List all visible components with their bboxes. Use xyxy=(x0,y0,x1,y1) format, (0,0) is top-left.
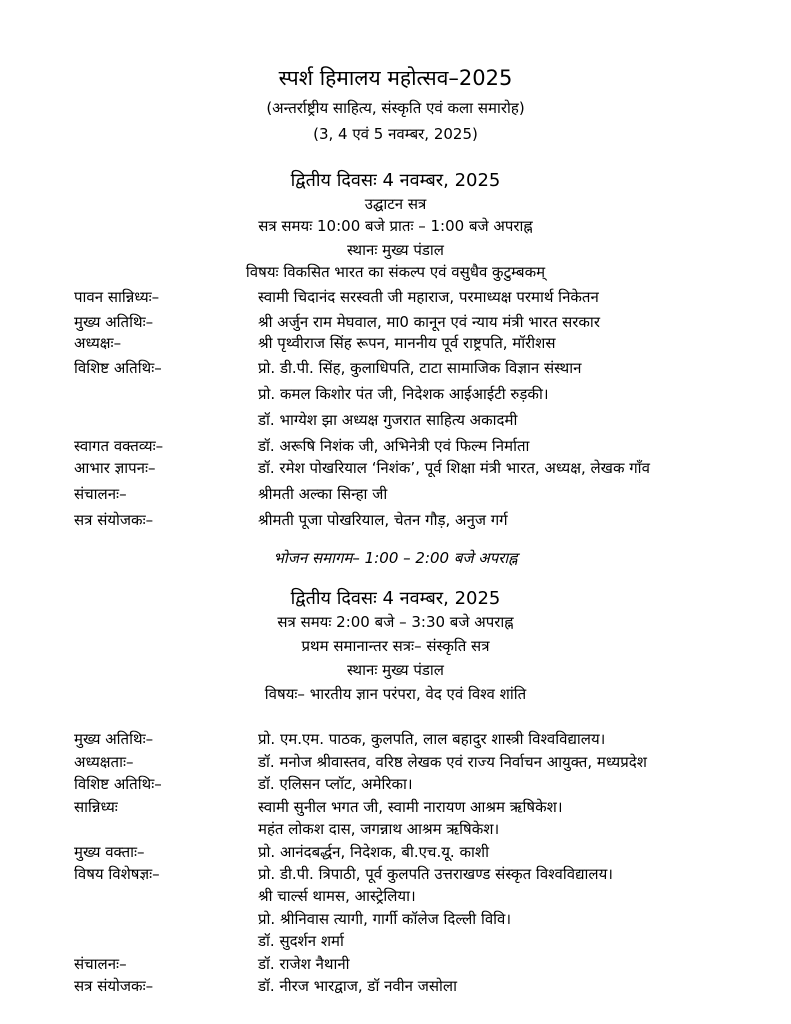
session2-label: विशिष्ट अतिथिः– xyxy=(74,775,162,793)
session1-label: आभार ज्ञापनः– xyxy=(74,459,156,477)
session2-label: संचालनः– xyxy=(74,955,127,973)
session2-value: डॉ. राजेश नैथानी xyxy=(258,955,350,973)
lunch-break: भोजन समागम– 1:00 – 2:00 बजे अपराह्न xyxy=(273,549,518,567)
session1-value: डॉ. भाग्येश झा अध्यक्ष गुजरात साहित्य अकादमी xyxy=(258,411,518,429)
session2-value: महंत लोकश दास, जगन्नाथ आश्रम ऋषिकेश। xyxy=(258,820,500,838)
session1-value: डॉ. रमेश पोखरियाल ‘निशंक’, पूर्व शिक्षा मंत्री भारत, अध्यक्ष, लेखक गाँव xyxy=(258,459,650,477)
session2-value: प्रो. एम.एम. पाठक, कुलपति, लाल बहादुर शास्त्री विश्वविद्यालय। xyxy=(258,730,606,748)
session2-time: सत्र समयः 2:00 बजे – 3:30 बजे अपराह्न xyxy=(277,613,514,631)
session2-label: सत्र संयोजकः– xyxy=(74,977,154,995)
session2-label: सान्निध्यः xyxy=(74,798,118,816)
session1-value: डॉ. अरूषि निशंक जी, अभिनेत्री एवं फिल्म निर्माता xyxy=(258,437,530,455)
session2-day: द्वितीय दिवसः 4 नवम्बर, 2025 xyxy=(290,588,501,609)
session1-topic: विषयः विकसित भारत का संकल्प एवं वसुधैव कुटुम्बकम् xyxy=(245,263,546,281)
session1-day: द्वितीय दिवसः 4 नवम्बर, 2025 xyxy=(290,170,501,191)
session1-venue: स्थानः मुख्य पंडाल xyxy=(347,241,444,259)
session1-value: श्री पृथ्वीराज सिंह रूपन, माननीय पूर्व राष्ट्रपति, मॉरीशस xyxy=(258,334,556,352)
festival-subtitle: (अन्तर्राष्ट्रीय साहित्य, संस्कृति एवं कला समारोह) xyxy=(266,99,525,117)
session1-label: पावन सान्निध्यः– xyxy=(74,288,160,306)
session2-value: प्रो. डी.पी. त्रिपाठी, पूर्व कुलपति उत्तराखण्ड संस्कृत विश्वविद्यालय। xyxy=(258,865,613,883)
session1-value: श्री अर्जुन राम मेघवाल, मा0 कानून एवं न्याय मंत्री भारत सरकार xyxy=(258,313,600,331)
session1-label: स्वागत वक्तव्यः– xyxy=(74,437,164,455)
session1-name: उद्घाटन सत्र xyxy=(364,195,427,213)
session2-label: अध्यक्षताः– xyxy=(74,753,134,771)
session2-label: विषय विशेषज्ञः– xyxy=(74,865,160,883)
session1-value: प्रो. कमल किशोर पंत जी, निदेशक आईआईटी रुड़की। xyxy=(258,385,549,403)
session1-value: श्रीमती पूजा पोखरियाल, चेतन गौड़, अनुज गर्ग xyxy=(258,511,508,529)
session2-label: मुख्य अतिथिः– xyxy=(74,730,154,748)
session1-label: सत्र संयोजकः– xyxy=(74,511,154,529)
session1-label: संचालनः– xyxy=(74,485,127,503)
session2-value: डॉ. सुदर्शन शर्मा xyxy=(258,932,344,950)
session2-value: श्री चार्ल्स थामस, आस्ट्रेलिया। xyxy=(258,887,416,905)
session2-name: प्रथम समानान्तर सत्रः– संस्कृति सत्र xyxy=(301,637,490,655)
session2-label: मुख्य वक्ताः– xyxy=(74,843,145,861)
session2-venue: स्थानः मुख्य पंडाल xyxy=(347,661,444,679)
session2-value: डॉ. एलिसन प्लॉट, अमेरिका। xyxy=(258,775,413,793)
session1-label: विशिष्ट अतिथिः– xyxy=(74,359,162,377)
session1-label: मुख्य अतिथिः– xyxy=(74,313,154,331)
session2-topic: विषयः– भारतीय ज्ञान परंपरा, वेद एवं विश्व शांति xyxy=(264,685,527,703)
session2-value: प्रो. आनंदबर्द्धन, निदेशक, बी.एच.यू. काशी xyxy=(258,843,489,861)
session2-value: प्रो. श्रीनिवास त्यागी, गार्गी कॉलेज दिल्ली विवि। xyxy=(258,910,512,928)
festival-title: स्पर्श हिमालय महोत्सव–2025 xyxy=(278,66,513,90)
festival-dates: (3, 4 एवं 5 नवम्बर, 2025) xyxy=(313,125,478,143)
session1-value: प्रो. डी.पी. सिंह, कुलाधिपति, टाटा सामाजिक विज्ञान संस्थान xyxy=(258,359,582,377)
session1-value: श्रीमती अल्का सिन्हा जी xyxy=(258,485,388,503)
session1-value: स्वामी चिदानंद सरस्वती जी महाराज, परमाध्यक्ष परमार्थ निकेतन xyxy=(258,288,599,306)
session2-value: डॉ. मनोज श्रीवास्तव, वरिष्ठ लेखक एवं राज्य निर्वाचन आयुक्त, मध्यप्रदेश xyxy=(258,753,647,771)
session1-label: अध्यक्षः– xyxy=(74,334,122,352)
session2-value: डॉ. नीरज भारद्वाज, डॉ नवीन जसोला xyxy=(258,977,457,995)
session1-time: सत्र समयः 10:00 बजे प्रातः – 1:00 बजे अपराह्न xyxy=(258,217,533,235)
session2-value: स्वामी सुनील भगत जी, स्वामी नारायण आश्रम ऋषिकेश। xyxy=(258,798,563,816)
